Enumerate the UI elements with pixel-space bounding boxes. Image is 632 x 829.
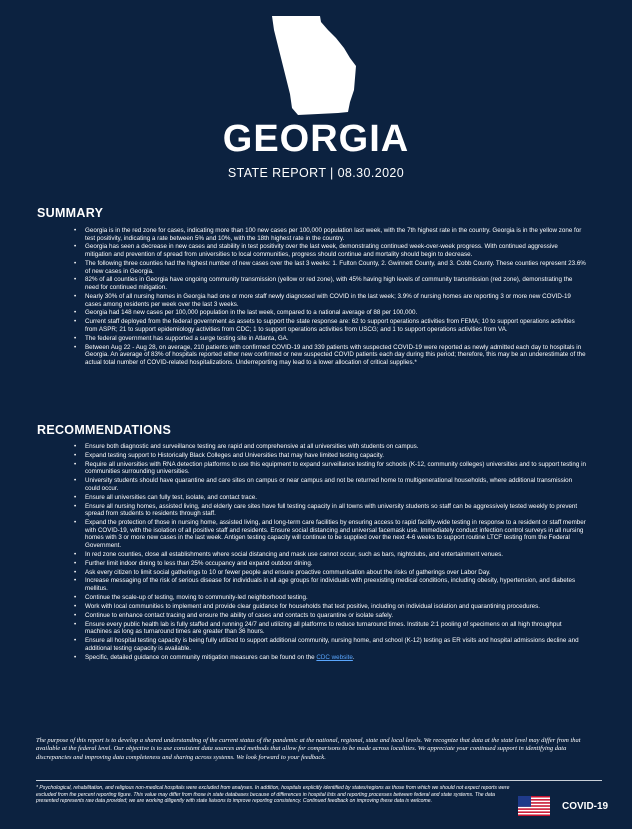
list-item: • 82% of all counties in Georgia have ongoing community transmission (yellow or red zone), with 45% having high levels of community transmission (red zone), demonstrating the need for continued mitigation. [74, 276, 573, 292]
list-item: • Georgia has seen a decrease in new cases and stability in test positivity over the last week, demonstrating continued week-over-week progress. With continued aggressive mitigation and prevention of spread from universities to local communities, progress should continue and mortality should begin to decrease. [74, 243, 558, 259]
list-item: • Expand testing support to Historically Black Colleges and Universities that may have limited testing capacity. [74, 451, 384, 459]
list-item: • Expand the protection of those in nursing home, assisted living, and long-term care facilities by ensuring access to rapid facility-wide testing in response to a resident or staff member with COVID-19, with the isolation of all positive staff and residents. Ensure social distancing and universal facemask use. Immediately conduct infection control surveys in all nursing homes with 3 or more new cases in the last week. Antigen testing capacity will continue to be supplied over the next 4-6 weeks to support routine LTCF testing from the Federal Government. [74, 519, 586, 549]
list-item: • Work with local communities to implement and provide clear guidance for households that test positive, including on individual isolation and quarantining procedures. [74, 602, 541, 610]
covid-19-brand-label: COVID-19 [562, 801, 609, 812]
list-item: • Ensure every public health lab is fully staffed and running 24/7 and utilizing all platforms to reduce turnaround times. Institute 2:1 pooling of specimens on all high throughput machines as long as turnaround times are greater than 36 hours. [74, 620, 562, 636]
list-item: • In red zone counties, close all establishments where social distancing and mask use cannot occur, such as bars, nightclubs, and entertainment venues. [74, 550, 503, 558]
us-flag-icon [518, 796, 550, 816]
list-item: • Specific, detailed guidance on community mitigation measures can be found on the CDC website. [74, 653, 355, 661]
list-item: • Current staff deployed from the federal government as assets to support the state response are: 62 to support operations activities from FEMA; 10 to support operations activities from ASPR; 21 to support epidemiology activities from CDC; 1 to support operations activities from USCG; and 1 to support operations activities from VA. [74, 318, 575, 333]
hospital-footnote: * Psychological, rehabilitation, and religious non-medical hospitals were excluded from analyses. In addition, hospitals explicitly identified by states/regions as those from which we should not expect reports were excluded from the percent reporting figure. This value may differ from those in state databases because of differences in hospital lists and reporting processes between federal and state systems. The data presented represents raw data provided; we are working diligently with state liaisons to improve reporting consistency. Continued feedback on improving these data is welcome. [36, 785, 510, 804]
list-item: • University students should have quarantine and care sites on campus or near campus and not be returned home to multigenerational households, where additional transmission could occur. [74, 477, 573, 492]
cdc-guidance-text: Specific, detailed guidance on community mitigation measures can be found on the [85, 653, 317, 661]
list-item: • The following three counties had the highest number of new cases over the last 3 weeks: 1. Fulton County, 2. Gwinnett County, and 3. Cobb County. These counties represent 23.6% of new cases in Georgia. [74, 259, 586, 275]
state-title: GEORGIA [222, 118, 410, 160]
list-item: • The federal government has supported a surge testing site in Atlanta, GA. [74, 334, 289, 342]
list-item: • Require all universities with RNA detection platforms to use this equipment to expand surveillance testing for schools (K-12, community colleges) universities and to support testing in communities surrounding universities. [74, 460, 586, 476]
list-item: • Continue to enhance contact tracing and ensure the ability of cases and contacts to quarantine or isolate safely. [74, 611, 394, 619]
footer-divider [36, 780, 602, 781]
list-item: • Increase messaging of the risk of serious disease for individuals in all age groups for individuals with preexisting medical conditions, including obesity, hypertension, and diabetes mellitus. [74, 577, 576, 593]
list-item: • Ask every citizen to limit social gatherings to 10 or fewer people and ensure proactive communication about the risks of gatherings over Labor Day. [74, 568, 491, 576]
summary-list [74, 227, 586, 368]
georgia-state-outline-icon [268, 14, 364, 118]
list-item: • Georgia is in the red zone for cases, indicating more than 100 new cases per 100,000 population last week, with the 7th highest rate in the country. Georgia is in the yellow zone for test positivity, indicating a rate between 5% and 10%, with the 18th highest rate in the country. [74, 227, 582, 242]
cdc-website-link[interactable]: CDC website [316, 653, 353, 661]
list-item: • Further limit indoor dining to less than 25% occupancy and expand outdoor dining. [74, 559, 313, 567]
report-purpose-statement: The purpose of this report is to develop a shared understanding of the current status of the pandemic at the national, regional, state and local levels. We recognize that data at the state level may differ from that available at the federal level. Our objective is to use consistent data sources and methods that allow for comparisons to be made across localities. We appreciate your continued support in identifying data discrepancies and improving data completeness and sharing across systems. We look forward to your feedback. [36, 737, 581, 761]
list-item: • Ensure both diagnostic and surveillance testing are rapid and comprehensive at all universities with students on campus. [74, 443, 419, 450]
list-item: • Ensure all nursing homes, assisted living, and elderly care sites have full testing capacity in all towns with university students so staff can be aggressively tested weekly to prevent spread from students to residents through staff. [74, 502, 578, 518]
list-item: • Nearly 30% of all nursing homes in Georgia had one or more staff newly diagnosed with COVID in the last week; 3.9% of nursing homes are reporting 3 or more new COVID-19 cases among residents per week over the last 3 weeks. [74, 292, 571, 308]
report-date: STATE REPORT | 08.30.2020 [227, 166, 405, 180]
summary-heading: SUMMARY [37, 206, 104, 220]
list-item: • Between Aug 22 - Aug 28, on average, 210 patients with confirmed COVID-19 and 339 patients with suspected COVID-19 were reported as newly admitted each day to hospitals in Georgia. An average of 83% of hospitals reported either new confirmed or new suspected COVID patients each day during this period; therefore, this may be an underestimate of the actual total number of COVID-related hospitalizations. Underreporting may lead to a lower allocation of critical supplies.* [74, 343, 586, 366]
recommendations-list [74, 443, 586, 662]
list-item: • Ensure all universities can fully test, isolate, and contact trace. [74, 493, 257, 501]
list-item: • Ensure all hospital testing capacity is being fully utilized to support additional community, nursing home, and school (K-12) testing as ER visits and hospital admissions decline and additional testing capacity is available. [74, 637, 579, 652]
list-item: • Continue the scale-up of testing, moving to community-led neighborhood testing. [74, 593, 308, 601]
recommendations-heading: RECOMMENDATIONS [37, 423, 172, 437]
list-item: • Georgia had 148 new cases per 100,000 population in the last week, compared to a national average of 88 per 100,000. [74, 309, 418, 317]
